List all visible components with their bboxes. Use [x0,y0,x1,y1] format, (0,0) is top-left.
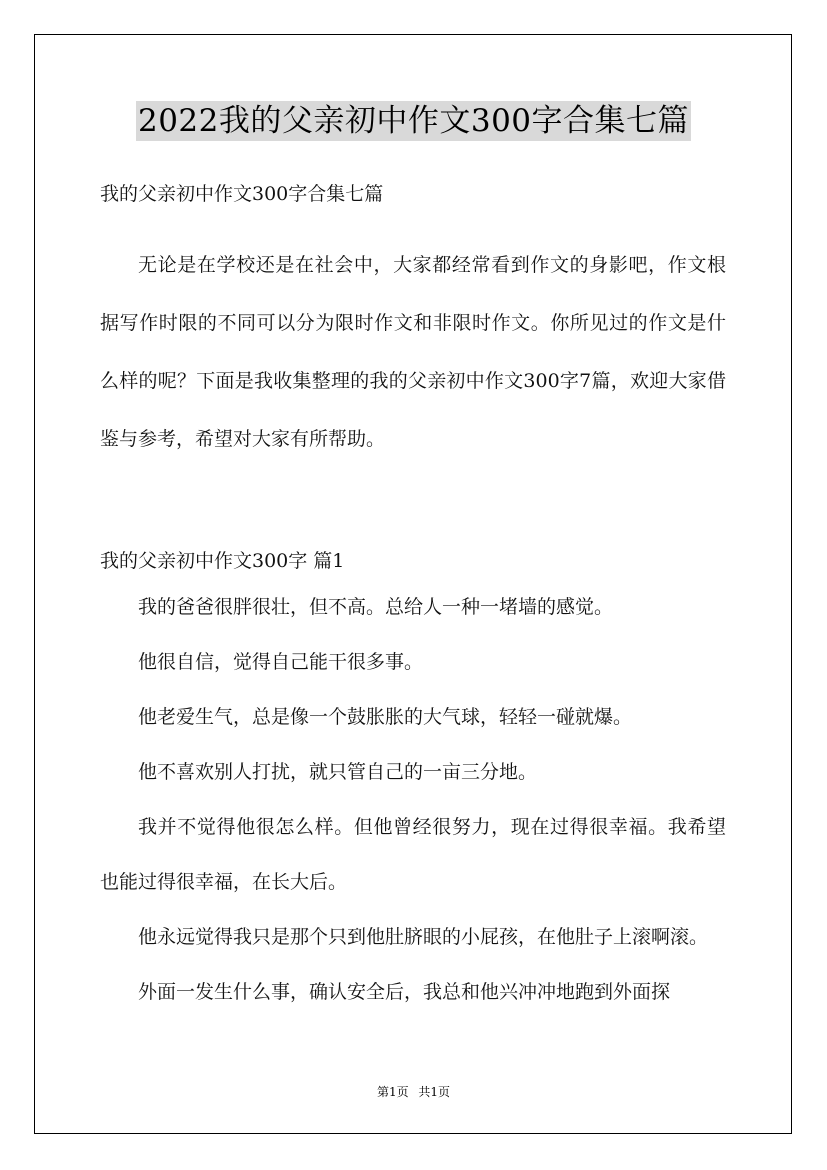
body-paragraph: 他很自信，觉得自己能干很多事。 [138,651,424,673]
document-subtitle: 我的父亲初中作文300字合集七篇 [100,183,384,205]
body-paragraph: 他老爱生气，总是像一个鼓胀胀的大气球，轻轻一碰就爆。 [138,706,633,728]
body-paragraph: 他不喜欢别人打扰，就只管自己的一亩三分地。 [138,761,538,783]
document-title: 2022我的父亲初中作文300字合集七篇 [137,103,690,139]
page-number-total: 共1页 [418,1085,451,1099]
body-paragraph: 他永远觉得我只是那个只到他肚脐眼的小屁孩，在他肚子上滚啊滚。 [138,926,709,948]
page-footer [0,1083,827,1100]
page-number-current: 第1页 [376,1085,409,1099]
body-paragraph: 外面一发生什么事，确认安全后，我总和他兴冲冲地跑到外面探 [138,981,671,1003]
document-body [100,176,726,1020]
body-paragraph: 我的爸爸很胖很壮，但不高。总给人一种一堵墙的感觉。 [138,596,614,618]
title-container [0,101,827,141]
body-paragraph: 我并不觉得他很怎么样。但他曾经很努力，现在过得很幸福。我希望也能过得很幸福，在长大后。 [100,816,726,893]
intro-paragraph: 无论是在学校还是在社会中，大家都经常看到作文的身影吧，作文根据写作时限的不同可以分为限时作文和非限时作文。你所见过的作文是什么样的呢？下面是我收集整理的我的父亲初中作文300字7篇，欢迎大家借鉴与参考，希望对大家有所帮助。 [100,254,726,450]
section-title: 我的父亲初中作文300字 篇1 [100,550,345,572]
